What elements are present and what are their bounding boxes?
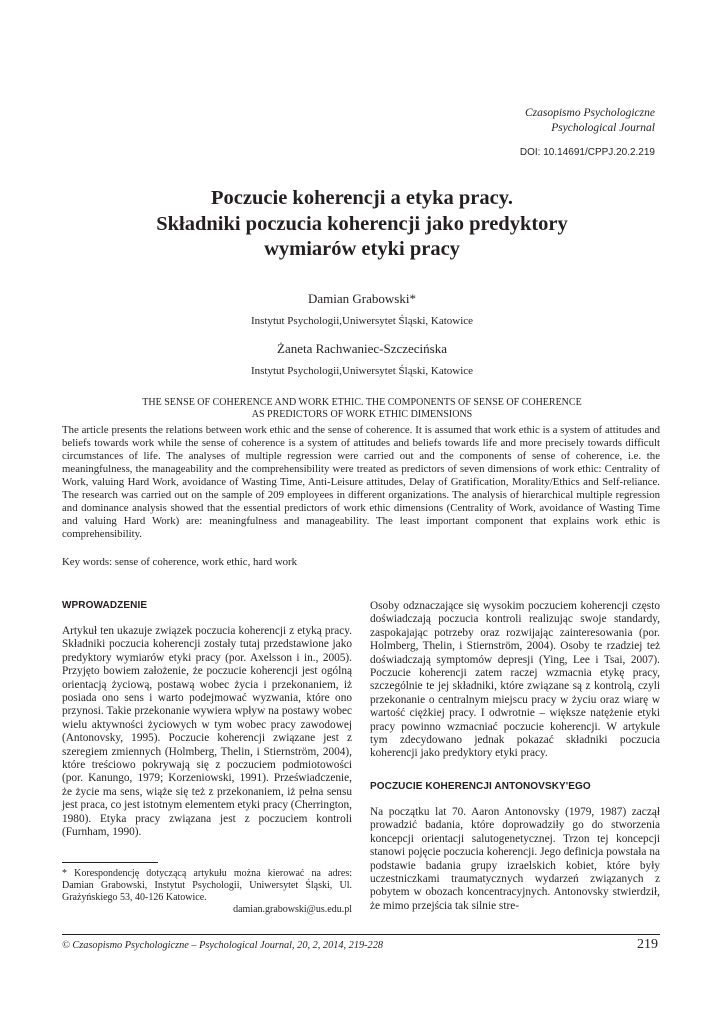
section-heading-introduction: WPROWADZENIE	[62, 600, 148, 611]
title-line-2: Składniki poczucia koherencji jako predyktory	[156, 212, 568, 235]
keywords: Key words: sense of coherence, work ethic, hard work	[62, 556, 298, 568]
english-title-line-2: AS PREDICTORS OF WORK ETHIC DIMENSIONS	[251, 409, 473, 420]
author-1-name: Damian Grabowski*	[308, 291, 416, 306]
journal-name-en: Psychological Journal	[551, 122, 655, 134]
english-title	[60, 397, 664, 421]
article-title	[60, 186, 664, 263]
right-column	[370, 600, 660, 913]
page-number: 219	[637, 937, 658, 952]
journal-header	[525, 106, 655, 136]
abstract: The article presents the relations between work ethic and the sense of coherence. It is assumed that work ethic is a system of attitudes and beliefs towards work while the sense of coherence is a system of attitudes and beliefs towards life and more precisely towards difficult circumstances of life. The analyses of multiple regression were carried out and the components of sense of coherence, i.e. the meaningfulness, the manageability and the comprehensibility were treated as predictors of seven dimensions of work ethic: Centrality of Work, valuing Hard Work, avoidance of Wasting Time, Anti-Leisure attitudes, Delay of Gratification, Morality/Ethics and Self-reliance. The research was carried out on the sample of 209 employees in different organizations. The analysis of hierarchical multiple regression and dominance analysis showed that the essential predictors of work ethic dimensions (Centrality of Work, avoidance of Wasting Time and valuing Hard Work) are: meaningfulness and manageability. The least important component that explains work ethic is comprehensibility.	[62, 424, 660, 540]
author-1-affiliation: Instytut Psychologii,Uniwersytet Śląski, Katowice	[250, 315, 474, 327]
footer-citation: © Czasopismo Psychologiczne – Psychological Journal, 20, 2, 2014, 219-228	[62, 940, 383, 951]
author-2-name: Żaneta Rachwaniec-Szczecińska	[277, 341, 447, 356]
doi: DOI: 10.14691/CPPJ.20.2.219	[519, 147, 655, 158]
title-line-1: Poczucie koherencji a etyka pracy.	[211, 187, 513, 209]
correspondence-footnote	[62, 868, 352, 916]
footnote-divider	[62, 862, 158, 863]
left-column	[62, 600, 352, 840]
intro-paragraph: Artykuł ten ukazuje związek poczucia koherencji z etyką pracy. Składniki poczucia koherencji zostały tutaj przedstawione jako predyktory wymiarów etyki pracy (por. Axelsson i in., 2005). Przyjęto bowiem założenie, że poczucie koherencji jest ogólną orientacją życiową, postawą wobec życia i przekonaniem, iż posiada ono sens i warto podejmować wyzwania, które ono przynosi. Takie przekonanie wywiera wpływ na postawy wobec wielu aktywności życiowych w tym wobec pracy zawodowej (Antonovsky, 1995). Poczucie koherencji związane jest z szeregiem zmiennych (Holmberg, Thelin, i Stiernström, 2004), które treściowo pokrywają się z poczuciem podmiotowości (por. Kanungo, 1979; Korzeniowski, 1991). Przeświadczenie, że życie ma sens, wiąże się też z przekonaniem, iż pełna sensu jest praca, co jest istotnym elementem etyki pracy (Cherrington, 1980). Etyka pracy związana jest z poczuciem kontroli (Furnham, 1990).	[62, 625, 352, 839]
section-heading-antonovsky: POCZUCIE KOHERENCJI ANTONOVSKY'EGO	[370, 780, 591, 792]
footnote-email: damian.grabowski@us.edu.pl	[233, 904, 352, 915]
right-paragraph-1: Osoby odznaczające się wysokim poczuciem koherencji często doświadczają poczucia kontroli realizując swoje standardy, zaspokajając potrzeby oraz rozwijając zainteresowania (por. Holmberg, Thelin, i Stiernström, 2004). Osoby te rzadziej też doświadczają symptomów depresji (Ying, Lee i Tsai, 2007). Poczucie koherencji zatem raczej wzmacnia etykę pracy, szczególnie te jej składniki, które związane są z kontrolą, czyli przekonanie o centralnym miejscu pracy w życiu oraz wiarę w wartość ciężkiej pracy. I odwrotnie – większe natężenie etyki pracy powinno wzmacniać poczucie koherencji. W artykule tym zdecydowano jednak pokazać składniki poczucia koherencji jako predyktory etyki pracy.	[370, 600, 660, 760]
footer-divider	[62, 934, 660, 935]
right-paragraph-2: Na początku lat 70. Aaron Antonovsky (1979, 1987) zaczął prowadzić badania, które doprowadziły go do stworzenia koncepcji orientacji salutogenetycznej. Trzon tej koncepcji stanowi pojęcie poczucia koherencji. Jego definicja powstała na podstawie badania grupy izraelskich kobiet, które były uczestniczkami traumatycznych wydarzeń związanych z pobytem w obozach koncentracyjnych. Antonovsky stwierdził, że mimo przejścia tak silnie stre-	[370, 805, 660, 912]
title-line-3: wymiarów etyki pracy	[264, 238, 460, 260]
english-title-line-1: THE SENSE OF COHERENCE AND WORK ETHIC. THE COMPONENTS OF SENSE OF COHERENCE	[142, 397, 582, 408]
journal-name-pl: Czasopismo Psychologiczne	[524, 107, 655, 119]
footnote-text: * Korespondencję dotyczącą artykułu można kierować na adres: Damian Grabowski, Instytut Psychologii, Uniwersytet Śląski, Ul. Grażyńskiego 53, 40-126 Katowice.	[62, 868, 352, 903]
author-2-affiliation: Instytut Psychologii,Uniwersytet Śląski, Katowice	[250, 365, 474, 377]
